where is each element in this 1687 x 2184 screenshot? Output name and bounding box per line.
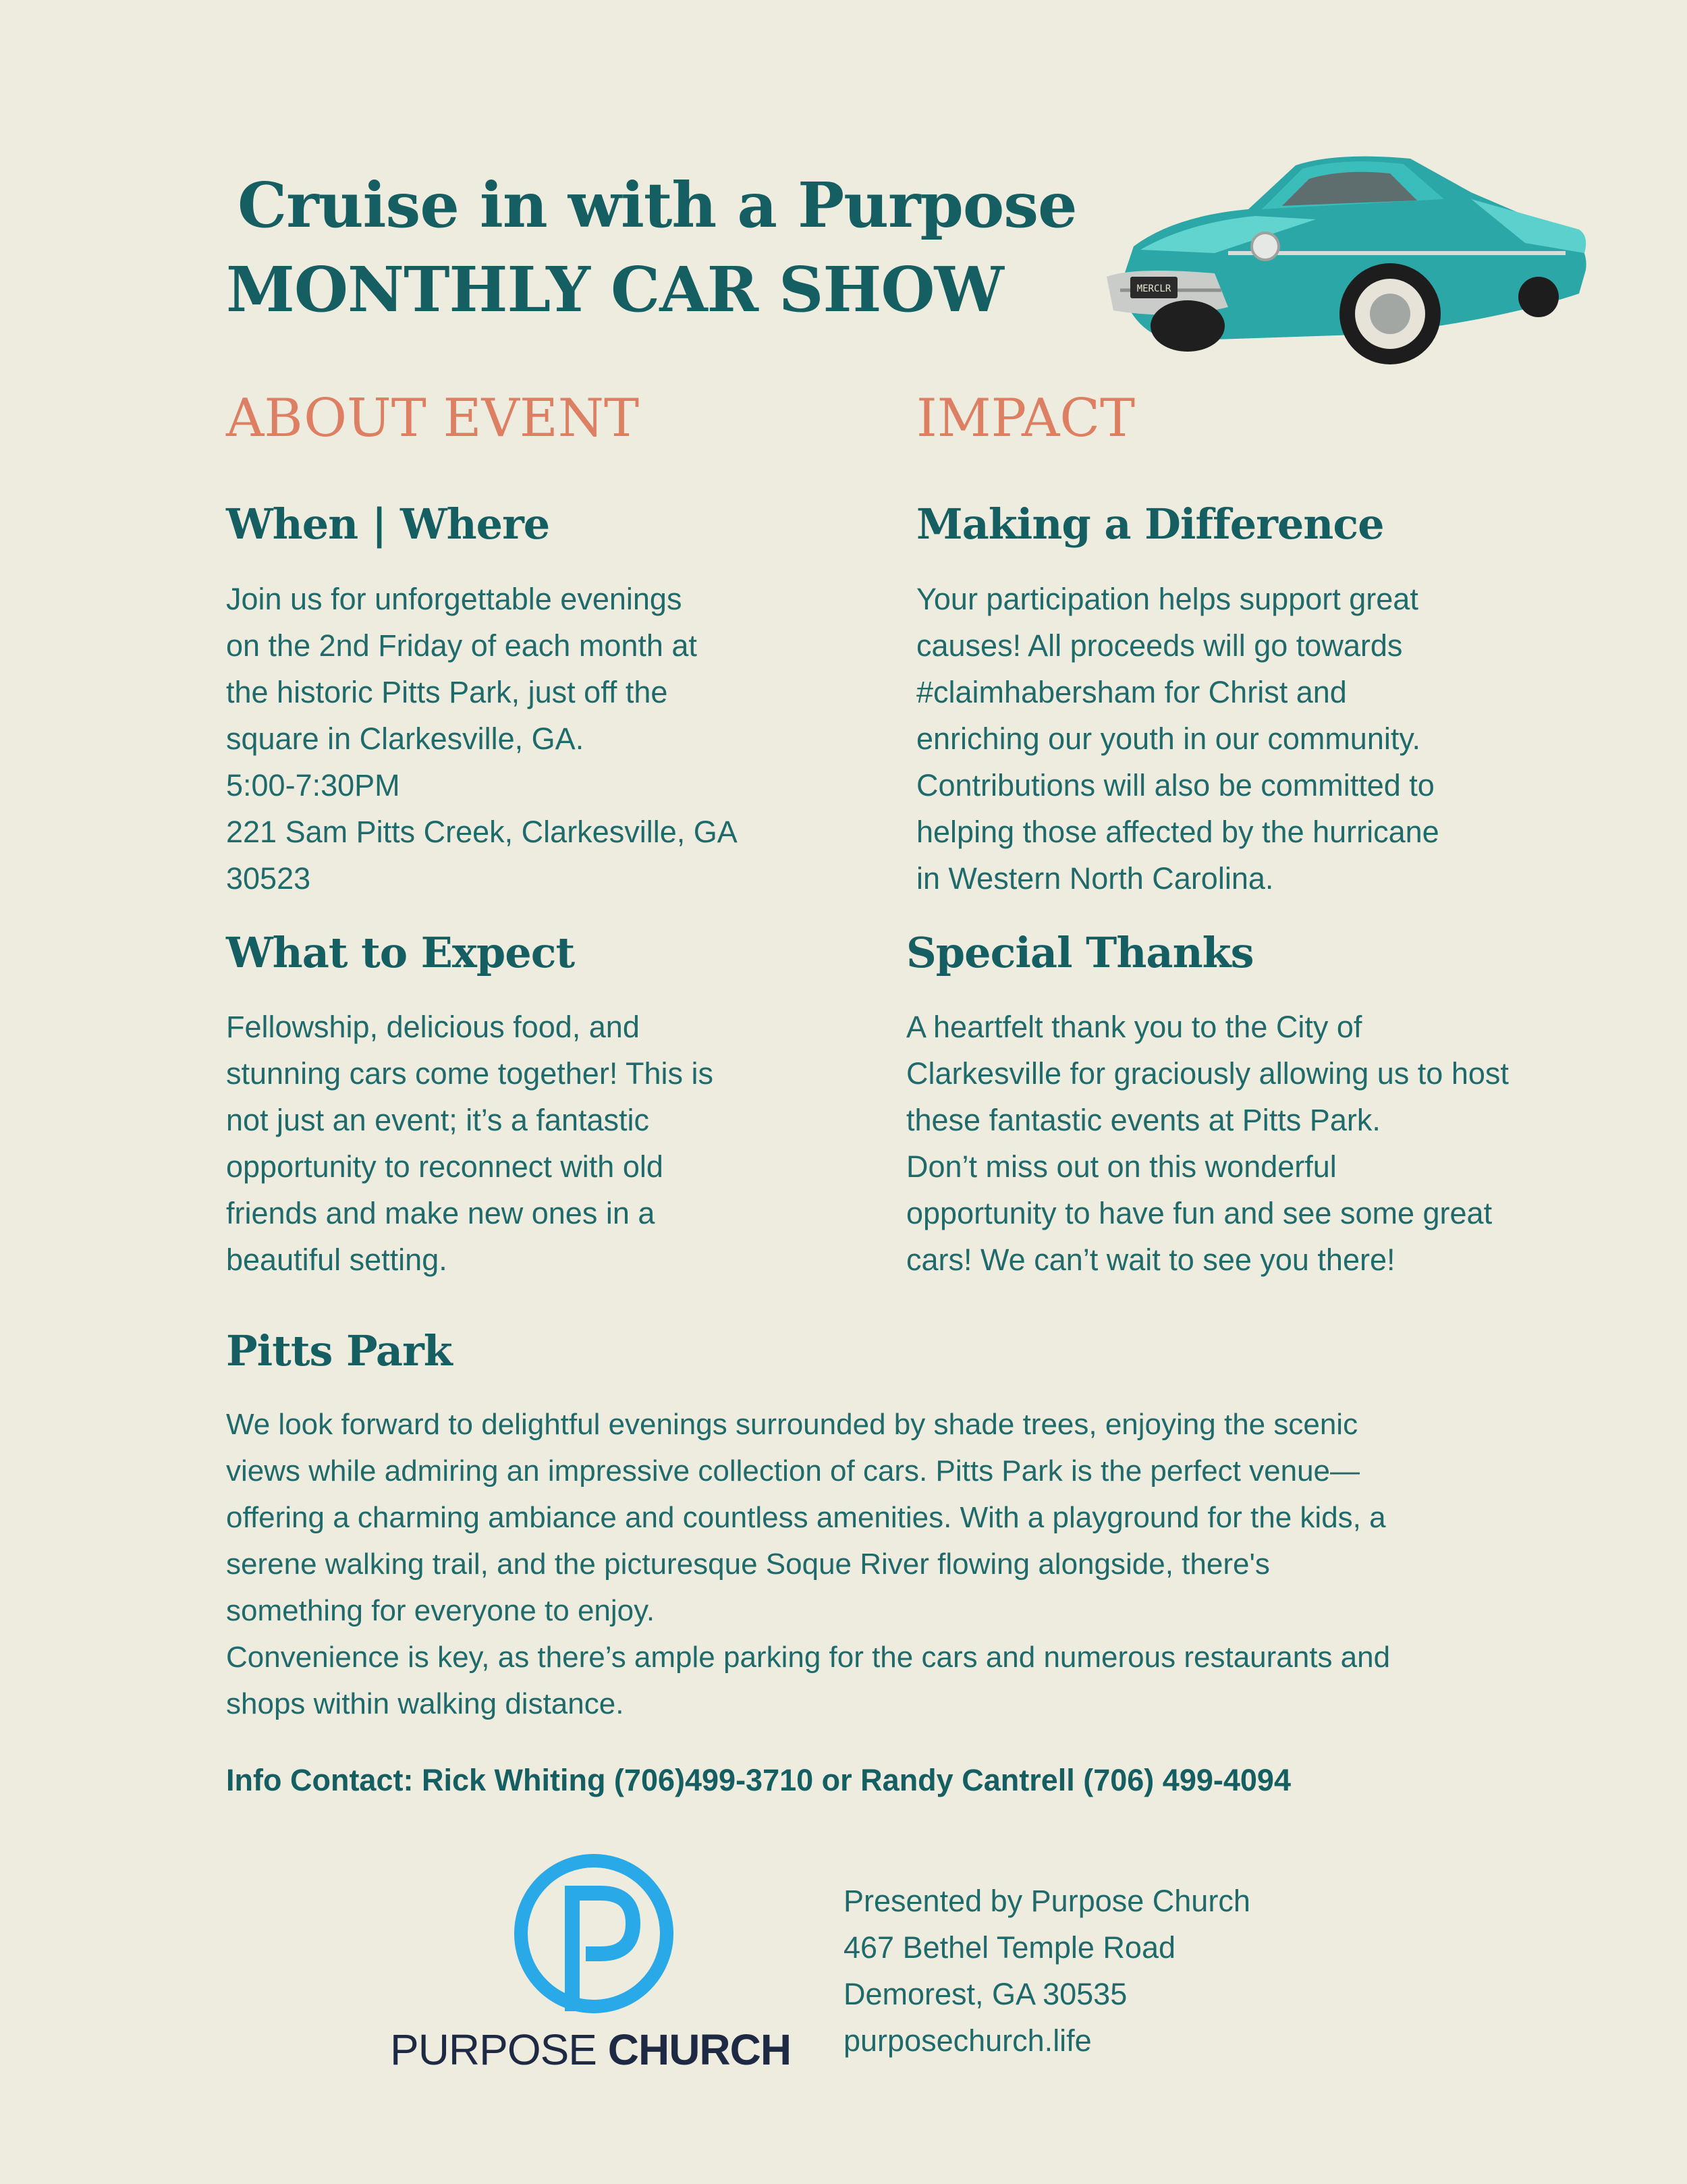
difference-line: Contributions will also be committed to	[916, 768, 1435, 802]
park-line: serene walking trail, and the picturesque Soque River flowing alongside, there's	[226, 1548, 1270, 1581]
difference-line: causes! All proceeds will go towards	[916, 628, 1403, 663]
expect-line: beautiful setting.	[226, 1243, 447, 1277]
expect-line: stunning cars come together! This is	[226, 1056, 714, 1091]
expect-line: opportunity to reconnect with old	[226, 1149, 663, 1184]
thanks-line: these fantastic events at Pitts Park.	[906, 1103, 1381, 1137]
when-where-body	[226, 576, 738, 902]
when-where-title: When | Where	[226, 499, 550, 549]
expect-line: friends and make new ones in a	[226, 1196, 655, 1230]
info-contact: Info Contact: Rick Whiting (706)499-3710 or Randy Cantrell (706) 499-4094	[226, 1763, 1291, 1797]
expect-line: Fellowship, delicious food, and	[226, 1010, 640, 1044]
difference-line: Your participation helps support great	[916, 582, 1418, 616]
presented-by: Presented by Purpose Church	[844, 1884, 1250, 1918]
when-where-zip: 30523	[226, 861, 311, 896]
about-event-heading: ABOUT EVENT	[226, 388, 640, 449]
thanks-line: opportunity to have fun and see some great	[906, 1196, 1493, 1230]
wordmark-purpose: PURPOSE	[390, 2025, 608, 2074]
difference-line: #claimhabersham for Christ and	[916, 675, 1347, 709]
park-line: views while admiring an impressive collection of cars. Pitts Park is the perfect venue—	[226, 1454, 1360, 1487]
making-difference-title: Making a Difference	[916, 499, 1384, 549]
purpose-church-wordmark	[390, 2025, 791, 2075]
expect-line: not just an event; it’s a fantastic	[226, 1103, 650, 1137]
wordmark-church: CHURCH	[607, 2025, 792, 2074]
park-line: offering a charming ambiance and countless amenities. With a playground for the kids, a	[226, 1501, 1386, 1534]
thanks-line: A heartfelt thank you to the City of	[906, 1010, 1362, 1044]
presenter-website[interactable]: purposechurch.life	[844, 2023, 1092, 2058]
pitts-park-title: Pitts Park	[226, 1326, 452, 1375]
what-to-expect-body	[226, 1004, 713, 1283]
presenter-street: 467 Bethel Temple Road	[844, 1930, 1176, 1965]
pitts-park-body	[226, 1401, 1390, 1727]
classic-car-image	[1093, 152, 1593, 375]
purpose-church-logo-icon	[513, 1853, 675, 2015]
park-line: We look forward to delightful evenings surrounded by shade trees, enjoying the scenic	[226, 1408, 1358, 1441]
thanks-line: Clarkesville for graciously allowing us to host	[906, 1056, 1509, 1091]
park-line: shops within walking distance.	[226, 1687, 624, 1720]
what-to-expect-title: What to Expect	[226, 928, 575, 977]
presenter-city: Demorest, GA 30535	[844, 1977, 1128, 2011]
difference-line: enriching our youth in our community.	[916, 721, 1421, 756]
thanks-line: Don’t miss out on this wonderful	[906, 1149, 1337, 1184]
when-where-line: on the 2nd Friday of each month at	[226, 628, 697, 663]
when-where-line: the historic Pitts Park, just off the	[226, 675, 668, 709]
special-thanks-title: Special Thanks	[906, 928, 1254, 977]
park-line: something for everyone to enjoy.	[226, 1594, 655, 1627]
title-line-1: Cruise in with a Purpose	[238, 169, 1077, 242]
when-where-line: Join us for unforgettable evenings	[226, 582, 682, 616]
park-line: Convenience is key, as there’s ample parking for the cars and numerous restaurants and	[226, 1641, 1391, 1674]
making-difference-body	[916, 576, 1439, 902]
title-line-2: MONTHLY CAR SHOW	[226, 253, 1003, 326]
when-where-address: 221 Sam Pitts Creek, Clarkesville, GA	[226, 815, 738, 849]
presenter-block	[844, 1878, 1250, 2064]
license-plate-text: MERCLR	[1136, 283, 1171, 294]
when-where-line: square in Clarkesville, GA.	[226, 721, 584, 756]
when-where-time: 5:00-7:30PM	[226, 768, 400, 802]
impact-heading: IMPACT	[916, 388, 1136, 449]
difference-line: helping those affected by the hurricane	[916, 815, 1439, 849]
thanks-line: cars! We can’t wait to see you there!	[906, 1243, 1395, 1277]
special-thanks-body	[906, 1004, 1509, 1283]
difference-line: in Western North Carolina.	[916, 861, 1274, 896]
